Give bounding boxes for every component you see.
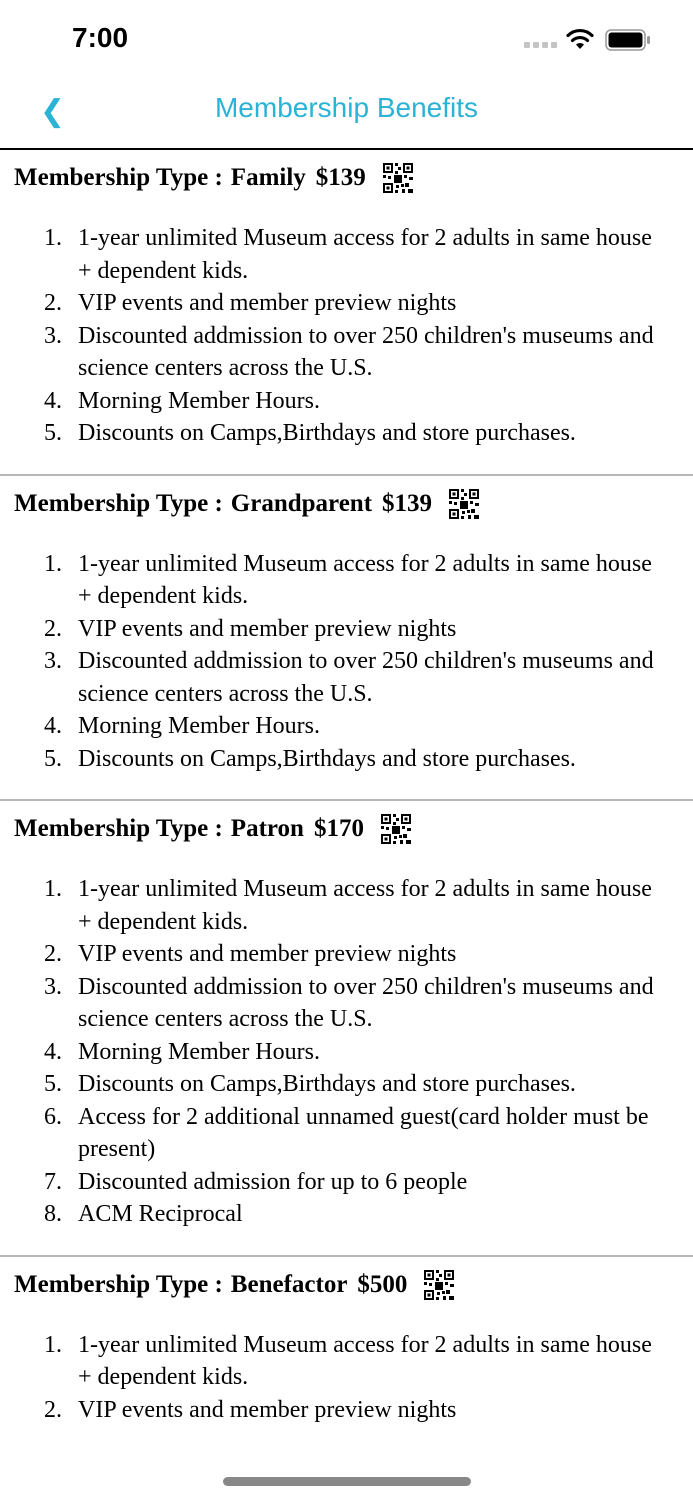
qr-code-icon[interactable] (423, 1269, 455, 1301)
benefit-item (14, 320, 679, 385)
membership-name: Benefactor (230, 1270, 348, 1298)
benefit-text: VIP events and member preview nights (78, 941, 457, 967)
membership-name: Grandparent (230, 489, 373, 517)
benefits-list (14, 548, 679, 776)
benefit-item (14, 548, 679, 613)
home-indicator (223, 1477, 471, 1486)
membership-price: $500 (357, 1270, 408, 1298)
benefit-number: 3. (44, 322, 62, 349)
benefit-number: 2. (44, 1396, 62, 1423)
benefit-number: 2. (44, 941, 62, 967)
benefit-text: Access for 2 additional unnamed guest(card holder must be present) (78, 1103, 649, 1162)
benefit-number: 2. (44, 615, 62, 642)
membership-header (14, 1257, 679, 1313)
cellular-signal-icon (524, 41, 558, 49)
membership-price: $139 (315, 164, 366, 191)
benefit-number: 5. (44, 420, 62, 446)
benefit-item (14, 743, 679, 776)
benefit-text: Discounts on Camps,Birthdays and store purchases. (78, 420, 576, 446)
benefits-list (14, 873, 679, 1231)
benefit-text: VIP events and member preview nights (78, 290, 457, 316)
membership-section (0, 1257, 693, 1427)
benefit-text: 1-year unlimited Museum access for 2 adults in same house + dependent kids. (78, 550, 652, 609)
benefit-text: Discounted addmission to over 250 children's museums and science centers across the U.S. (78, 322, 654, 381)
navigation-bar (0, 80, 693, 150)
benefit-item (14, 1198, 679, 1231)
benefit-number: 4. (44, 713, 62, 739)
wifi-icon (565, 27, 595, 51)
benefit-number: 5. (44, 1071, 62, 1097)
benefit-text: Discounted admission for up to 6 people (78, 1168, 468, 1195)
benefit-text: 1-year unlimited Museum access for 2 adults in same house + dependent kids. (78, 225, 652, 284)
benefit-number: 4. (44, 387, 62, 414)
benefit-number: 1. (44, 1331, 62, 1358)
membership-name: Patron (230, 815, 304, 842)
benefit-item (14, 1166, 679, 1199)
benefit-text: ACM Reciprocal (78, 1201, 243, 1227)
benefit-item (14, 710, 679, 743)
benefit-number: 4. (44, 1038, 62, 1065)
chevron-left-icon: ❮ (40, 94, 66, 129)
benefit-item (14, 1101, 679, 1166)
page-title: Membership Benefits (214, 92, 478, 123)
benefits-list (14, 222, 679, 450)
benefit-text: Morning Member Hours. (78, 387, 320, 414)
benefit-item (14, 1394, 679, 1427)
benefit-text: Morning Member Hours. (78, 713, 320, 739)
benefit-item (14, 873, 679, 938)
membership-section (0, 150, 693, 450)
qr-code-icon[interactable] (448, 488, 480, 520)
benefit-text: 1-year unlimited Museum access for 2 adults in same house + dependent kids. (78, 1331, 652, 1390)
membership-section (0, 801, 693, 1231)
benefit-text: Morning Member Hours. (78, 1038, 320, 1065)
benefit-text: Discounts on Camps,Birthdays and store purchases. (78, 1071, 576, 1097)
benefit-item (14, 1068, 679, 1101)
benefit-number: 3. (44, 648, 62, 674)
benefit-number: 1. (44, 550, 62, 577)
membership-type-label: Membership Type : (14, 1270, 223, 1298)
membership-header (14, 150, 679, 206)
benefit-item (14, 385, 679, 418)
benefit-item (14, 1329, 679, 1394)
benefit-text: VIP events and member preview nights (78, 615, 457, 642)
membership-header (14, 476, 679, 532)
membership-list (0, 150, 693, 1426)
membership-section (0, 476, 693, 776)
benefit-number: 1. (44, 876, 62, 902)
benefit-text: 1-year unlimited Museum access for 2 adults in same house + dependent kids. (78, 876, 652, 935)
qr-code-icon[interactable] (380, 813, 412, 845)
status-time: 7:00 (72, 22, 129, 53)
benefit-number: 1. (44, 225, 62, 251)
benefit-text: Discounted addmission to over 250 children's museums and science centers across the U.S. (78, 973, 654, 1032)
membership-type-label: Membership Type : (14, 489, 223, 517)
status-bar (0, 0, 693, 80)
benefit-number: 6. (44, 1103, 62, 1130)
membership-price: $170 (313, 815, 364, 842)
benefit-number: 8. (44, 1201, 62, 1227)
benefit-item (14, 971, 679, 1036)
membership-type-label: Membership Type : (14, 164, 223, 191)
benefit-item (14, 613, 679, 646)
benefit-item (14, 1036, 679, 1069)
benefit-number: 7. (44, 1168, 62, 1195)
membership-price: $139 (382, 489, 433, 517)
benefit-text: Discounts on Camps,Birthdays and store purchases. (78, 745, 576, 772)
benefit-number: 2. (44, 290, 62, 316)
benefit-item (14, 938, 679, 971)
qr-code-icon[interactable] (382, 162, 414, 194)
membership-header (14, 801, 679, 857)
benefit-number: 3. (44, 973, 62, 1000)
benefit-item (14, 417, 679, 450)
membership-name: Family (230, 164, 306, 191)
benefit-number: 5. (44, 745, 62, 772)
benefit-item (14, 645, 679, 710)
benefit-text: Discounted addmission to over 250 children's museums and science centers across the U.S. (78, 648, 654, 707)
benefit-item (14, 287, 679, 320)
benefit-item (14, 222, 679, 287)
membership-type-label: Membership Type : (14, 815, 223, 842)
battery-icon (605, 29, 651, 51)
benefits-list (14, 1329, 679, 1427)
benefit-text: VIP events and member preview nights (78, 1396, 457, 1423)
